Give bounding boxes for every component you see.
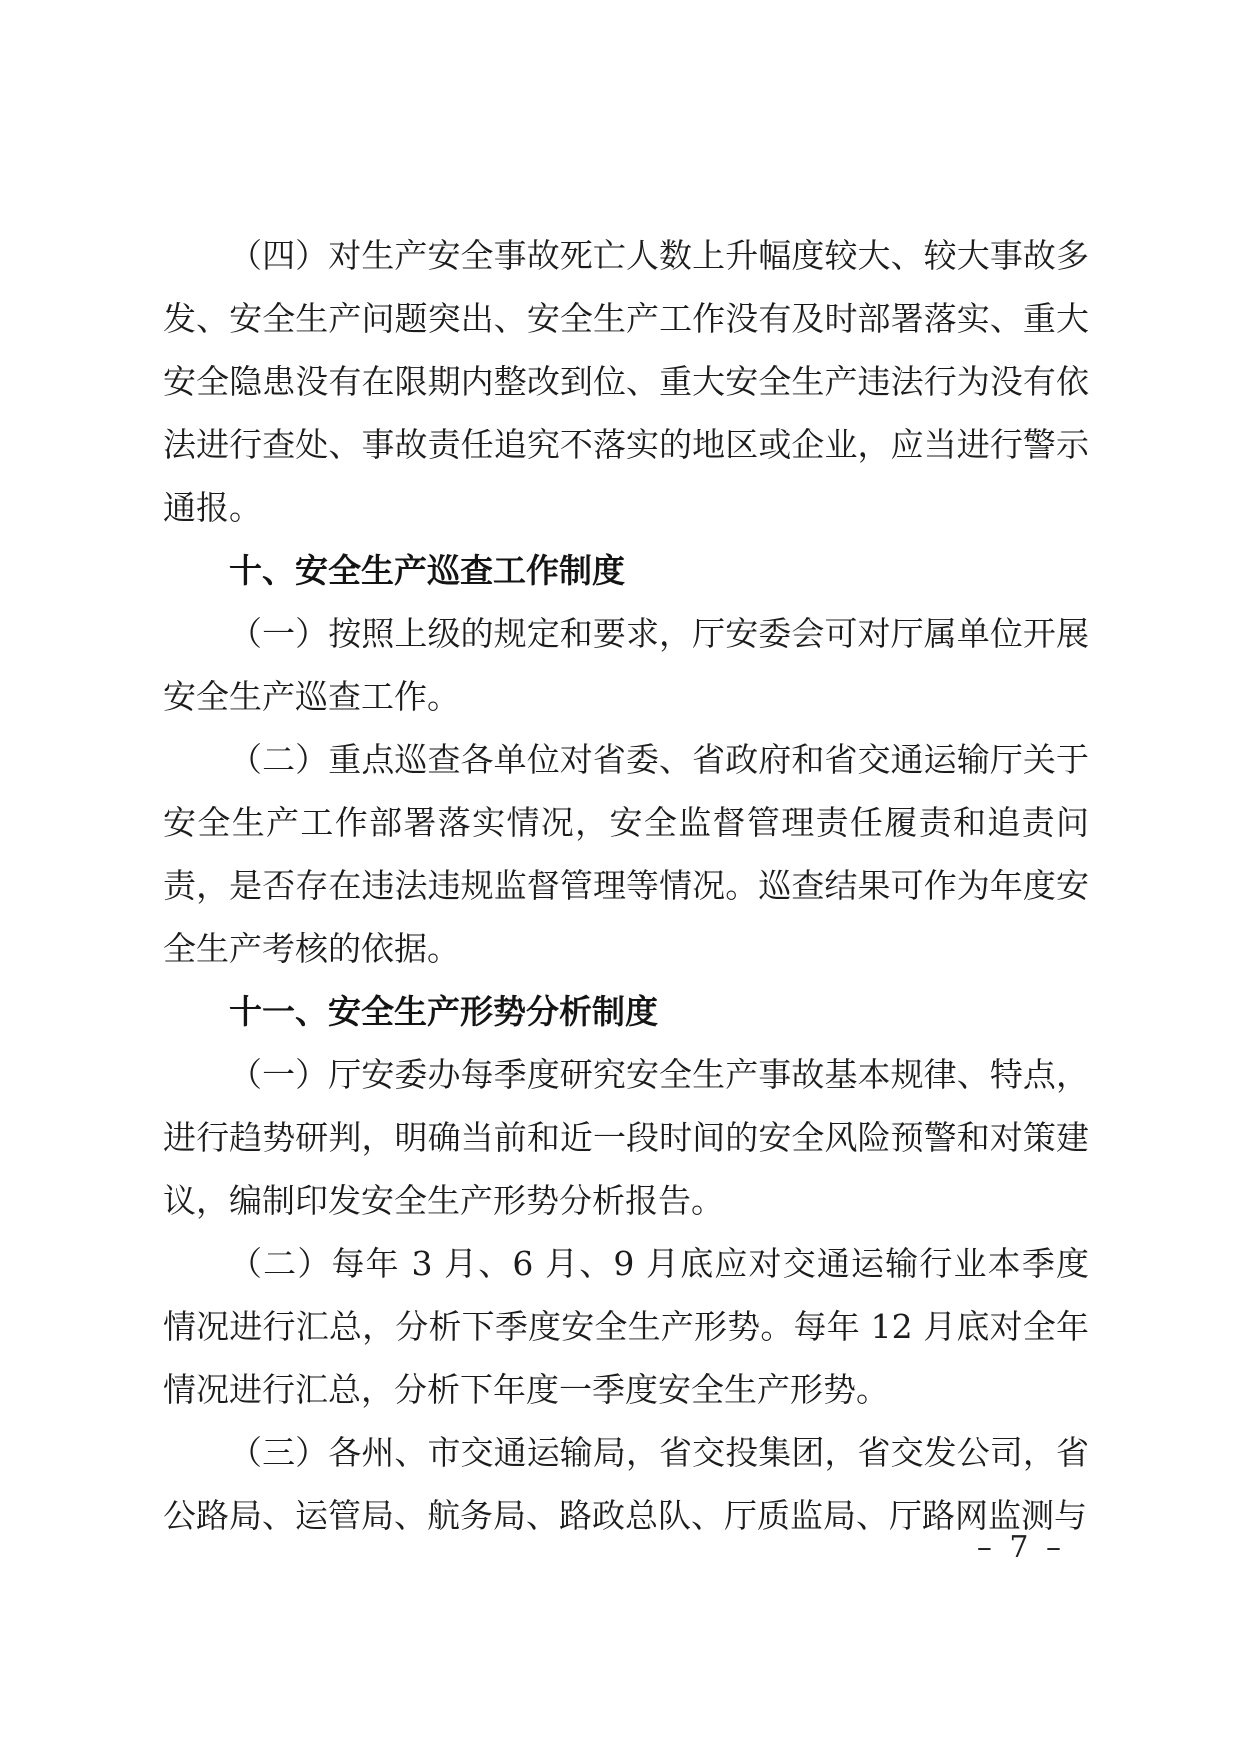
section-heading-10-inspection-system: 十、安全生产巡查工作制度 bbox=[229, 552, 625, 589]
body-paragraph-4-warning-notification: （四）对生产安全事故死亡人数上升幅度较大、较大事故多发、安全生产问题突出、安全生产工作没有及时部署落实、重大安全隐患没有在限期内整改到位、重大安全生产违法行为没有依法进行查处、事故责任追究不落实的地区或企业，应当进行警示通报。 bbox=[163, 236, 1089, 527]
body-paragraph-11-3: （三）各州、市交通运输局，省交投集团，省交发公司，省公路局、运管局、航务局、路政总队、厅质监局、厅路网监测与 bbox=[163, 1433, 1089, 1535]
page-number: – 7 – bbox=[976, 1530, 1065, 1565]
body-paragraph-11-2: （二）每年 3 月、6 月、9 月底应对交通运输行业本季度情况进行汇总，分析下季度安全生产形势。每年 12 月底对全年情况进行汇总，分析下年度一季度安全生产形势。 bbox=[163, 1244, 1089, 1409]
body-paragraph-10-1: （一）按照上级的规定和要求，厅安委会可对厅属单位开展安全生产巡查工作。 bbox=[163, 614, 1089, 716]
section-heading-11-situation-analysis-system: 十一、安全生产形势分析制度 bbox=[229, 993, 658, 1030]
body-paragraph-11-1: （一）厅安委办每季度研究安全生产事故基本规律、特点，进行趋势研判，明确当前和近一段时间的安全风险预警和对策建议，编制印发安全生产形势分析报告。 bbox=[163, 1055, 1089, 1220]
body-paragraph-10-2: （二）重点巡查各单位对省委、省政府和省交通运输厅关于安全生产工作部署落实情况，安全监督管理责任履责和追责问责，是否存在违法违规监督管理等情况。巡查结果可作为年度安全生产考核的依据。 bbox=[163, 740, 1089, 968]
document-body bbox=[163, 224, 1089, 1547]
